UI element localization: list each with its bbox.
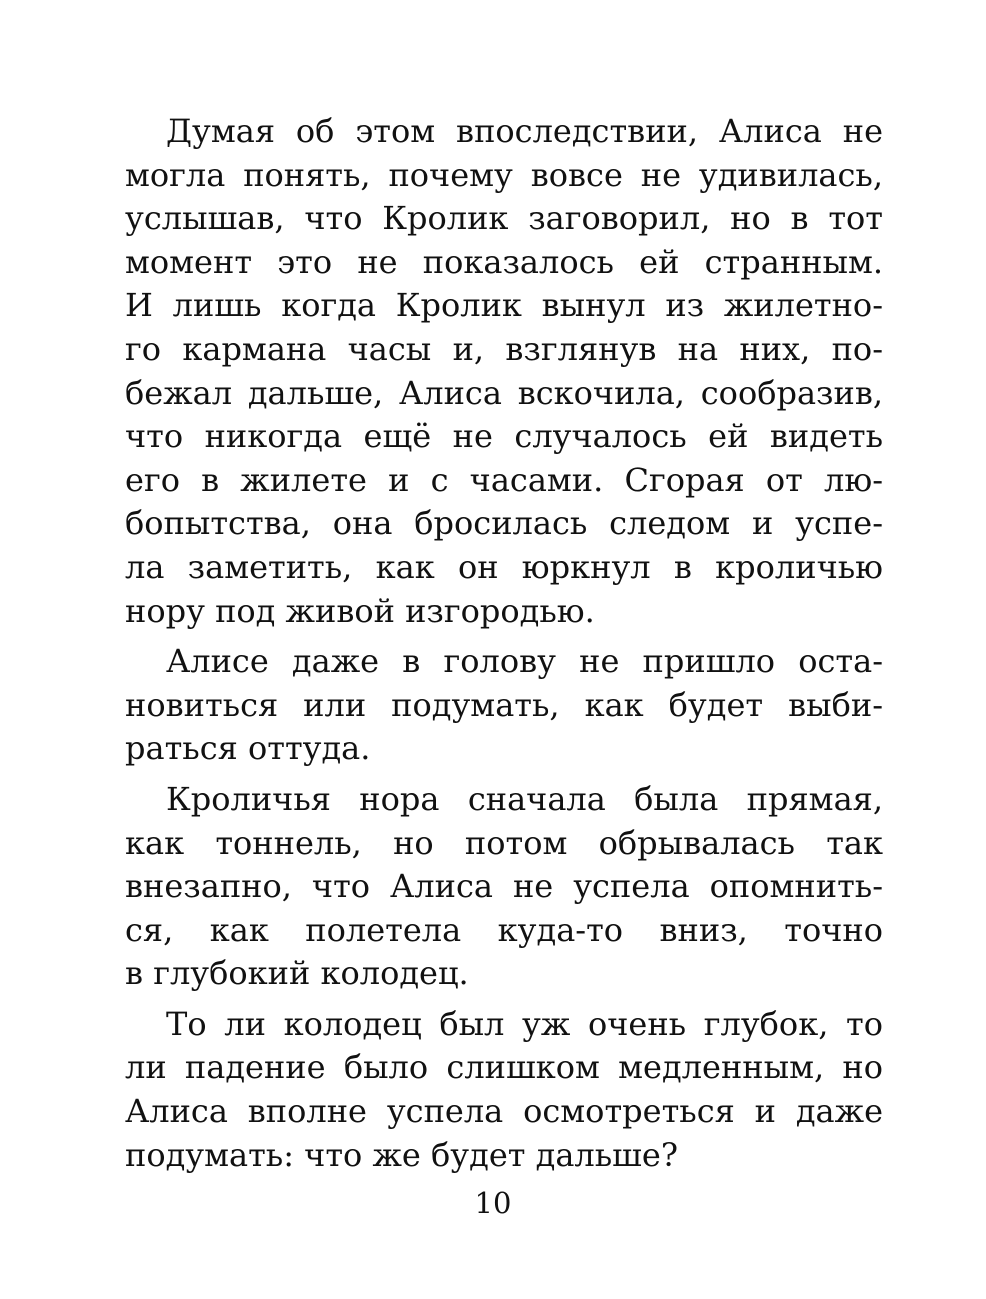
text-line: услышав, что Кролик заговорил, но в тот	[125, 199, 883, 238]
text-line: Думая об этом впоследствии, Алиса не	[166, 112, 883, 150]
text-line: его в жилете и с часами. Сгорая от лю-	[125, 460, 883, 499]
text-line: То ли колодец был уж очень глубок, то	[166, 1004, 883, 1043]
page-number: 10	[474, 1186, 512, 1220]
paragraph-2	[125, 640, 883, 771]
text-line: бопытства, она бросилась следом и успе-	[125, 504, 883, 543]
text-line: что никогда ещё не случалось ей видеть	[125, 417, 883, 456]
paragraph-3	[125, 778, 883, 996]
text-line: ла заметить, как он юркнул в кроличью	[125, 547, 883, 586]
text-line: момент это не показалось ей странным.	[125, 242, 883, 281]
text-line: го кармана часы и, взглянув на них, по-	[125, 329, 883, 368]
paragraph-4	[125, 1003, 883, 1177]
text-line: ли падение было слишком медленным, но	[125, 1048, 883, 1087]
paragraph-1	[125, 110, 883, 633]
text-line: внезапно, что Алиса не успела опомнить-	[125, 867, 883, 906]
text-line: могла понять, почему вовсе не удивилась,	[125, 155, 883, 194]
text-line: Алисе даже в голову не пришло оста-	[166, 642, 883, 681]
body-text	[125, 110, 883, 1184]
text-line: подумать: что же будет дальше?	[125, 1135, 678, 1174]
text-line: бежал дальше, Алиса вскочила, сообразив,	[125, 373, 883, 412]
text-line: Алиса вполне успела осмотреться и даже	[125, 1092, 883, 1131]
text-line: ся, как полетела куда-то вниз, точно	[125, 910, 883, 949]
text-line: в глубокий колодец.	[125, 954, 469, 993]
text-line: новиться или подумать, как будет выби-	[125, 685, 883, 724]
text-line: нору под живой изгородью.	[125, 591, 595, 630]
text-line: как тоннель, но потом обрывалась так	[125, 823, 883, 862]
text-line: раться оттуда.	[125, 729, 371, 768]
text-line: И лишь когда Кролик вынул из жилетно-	[125, 286, 883, 325]
text-line: Кроличья нора сначала была прямая,	[166, 779, 883, 818]
